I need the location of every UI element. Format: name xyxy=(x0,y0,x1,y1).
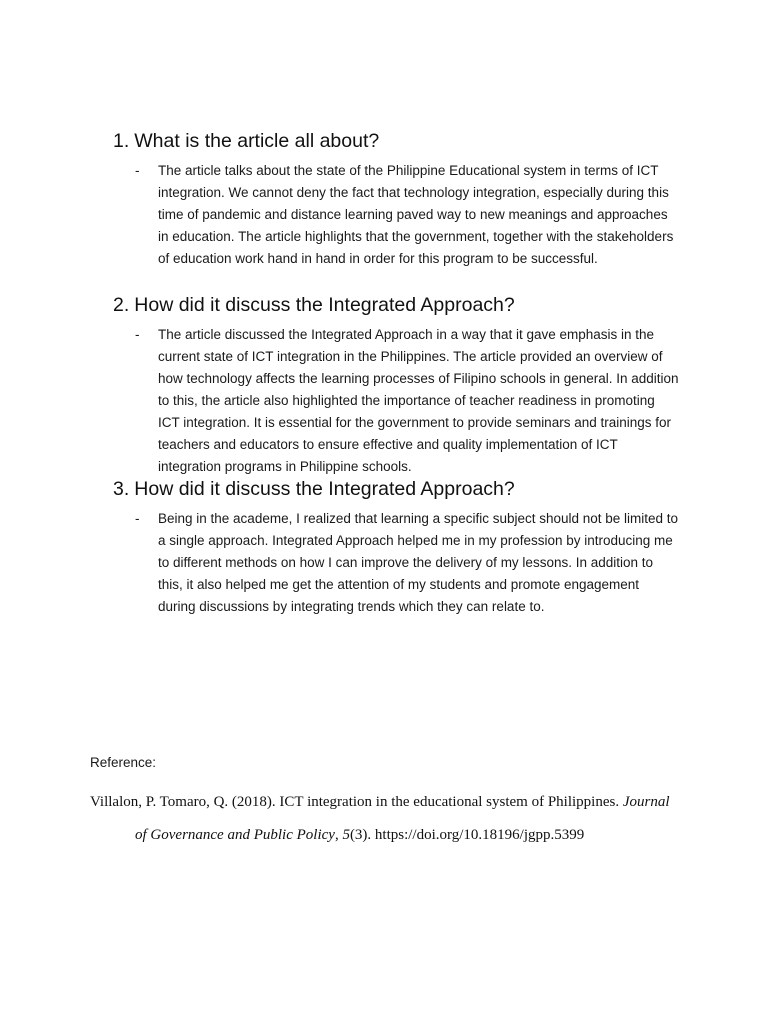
question-1-number: 1. xyxy=(113,130,130,152)
question-3-heading xyxy=(113,477,713,501)
question-2-title: How did it discuss the Integrated Approach? xyxy=(134,294,515,316)
question-1-answer-text: The article talks about the state of the Philippine Educational system in terms of ICT integration. We cannot deny the fact that technology integration, especially during this time of pandemic and distance learning paved way to new meanings and approaches in education. The article highlights that the government, together with the stakeholders of education work hand in hand in order for this program to be successful. xyxy=(158,163,674,266)
question-1 xyxy=(113,129,713,270)
bullet-dash: - xyxy=(135,327,140,342)
reference-citation xyxy=(90,786,690,852)
citation-journal-first-word: Journal xyxy=(622,794,670,810)
question-3 xyxy=(113,477,713,618)
citation-second-line: of Governance and Public Policy, 5(3). https://doi.org/10.18196/jgpp.5399 xyxy=(135,827,585,843)
citation-issue-doi: (3). https://doi.org/10.18196/jgpp.5399 xyxy=(349,827,585,843)
citation-journal-rest: of Governance and Public Policy xyxy=(135,827,335,843)
citation-volume: 5 xyxy=(342,827,350,843)
question-1-answer xyxy=(113,160,713,270)
bullet-dash: - xyxy=(135,511,140,526)
question-2-answer-text: The article discussed the Integrated Approach in a way that it gave emphasis in the current state of ICT integration in the Philippines. The article provided an overview of how technology affects the learning processes of Filipino schools in general. In addition to this, the article also highlighted the importance of teacher readiness in promoting ICT integration. It is essential for the government to provide seminars and trainings for teachers and educators to ensure effective and quality implementation of ICT integration programs in Philippine schools. xyxy=(158,327,679,474)
reference-label: Reference: xyxy=(90,755,157,770)
question-3-number: 3. xyxy=(113,478,130,500)
question-2-heading xyxy=(113,293,713,317)
question-1-title: What is the article all about? xyxy=(134,130,380,152)
question-2-answer xyxy=(113,324,713,478)
question-2 xyxy=(113,293,713,478)
question-1-heading xyxy=(113,129,713,153)
citation-authors: Villalon, P. Tomaro, Q. (2018). ICT integration in the educational system of Philippines. xyxy=(90,794,620,810)
question-3-answer-text: Being in the academe, I realized that learning a specific subject should not be limited to a single approach. Integrated Approach helped me in my profession by introducing me to different methods on how I can improve the delivery of my lessons. In addition to this, it also helped me get the attention of my students and promote engagement during discussions by integrating trends which they can relate to. xyxy=(158,511,679,614)
question-3-answer xyxy=(113,508,713,618)
question-2-number: 2. xyxy=(113,294,130,316)
question-3-title: How did it discuss the Integrated Approach? xyxy=(134,478,515,500)
bullet-dash: - xyxy=(135,163,140,178)
